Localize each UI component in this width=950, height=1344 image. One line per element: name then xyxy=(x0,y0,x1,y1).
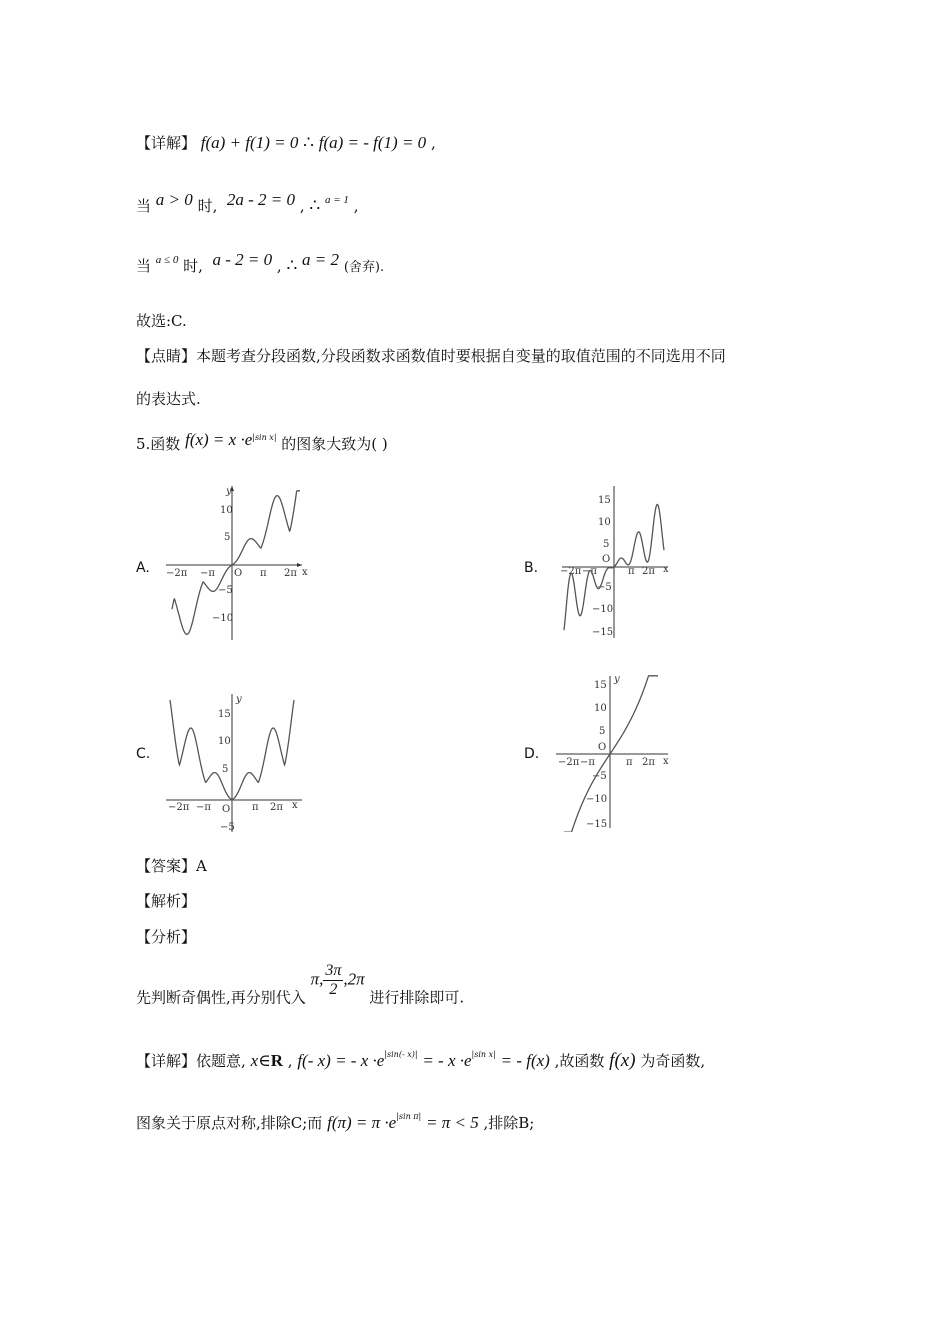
option-d-label: D. xyxy=(524,746,540,762)
tick-10: 10 xyxy=(218,736,231,747)
text: 为奇函数, xyxy=(640,1052,706,1070)
option-b-label: B. xyxy=(524,560,539,576)
case-line-a-nonpositive xyxy=(136,250,384,276)
origin-label: O xyxy=(602,554,611,565)
therefore-sign: ∴ xyxy=(303,133,314,152)
tick-10: 10 xyxy=(594,703,607,714)
text-shi: 时, xyxy=(183,257,203,275)
tick-m5: −5 xyxy=(218,585,233,596)
origin-label: O xyxy=(598,742,607,753)
detail-label: 【详解】依题意, xyxy=(136,1052,246,1070)
tick-m10: −10 xyxy=(212,613,234,624)
detail-line-1 xyxy=(136,132,436,153)
result: a = 1 xyxy=(324,194,349,206)
answer-line: 【答案】A xyxy=(136,857,207,875)
tick-5: 5 xyxy=(603,539,610,550)
detail-label: 【详解】 xyxy=(136,134,197,152)
value-2pi: ,2π xyxy=(343,969,365,989)
numerator: 3π xyxy=(325,962,342,979)
graph-d xyxy=(556,672,676,832)
therefore-sign: ∴ xyxy=(286,256,298,275)
function-formula: f(x) = x ·e xyxy=(185,430,253,449)
tick-pi: π xyxy=(628,566,635,577)
tick-pi: π xyxy=(626,757,633,768)
tick-15: 15 xyxy=(598,495,611,506)
tick-15: 15 xyxy=(594,680,607,691)
tick-m10: −10 xyxy=(586,794,608,805)
analysis-sentence-end: 进行排除即可. xyxy=(369,988,465,1007)
tick-negpi: −π xyxy=(582,566,597,577)
tick-2pi: 2π xyxy=(642,566,655,577)
formula: = - x ·e xyxy=(422,1051,472,1070)
text: 图象关于原点对称,排除C;而 xyxy=(136,1114,323,1132)
tick-neg2pi: −2π xyxy=(558,757,580,768)
tick-2pi: 2π xyxy=(284,568,297,579)
option-a-label: A. xyxy=(136,560,150,576)
detail-line-2 xyxy=(136,1050,705,1072)
tick-m15: −15 xyxy=(586,819,608,830)
x-label: x xyxy=(302,567,308,578)
curve-a xyxy=(172,491,300,635)
condition: a ≤ 0 xyxy=(155,254,179,266)
origin-label: O xyxy=(234,568,243,579)
equation: 2a - 2 = 0 xyxy=(226,190,296,209)
y-label: y xyxy=(226,486,232,497)
graph-a xyxy=(160,482,310,644)
set-r: R xyxy=(270,1051,283,1070)
equation: a - 2 = 0 xyxy=(212,250,273,269)
x-label: x xyxy=(663,756,669,767)
text: ,排除B; xyxy=(483,1114,535,1132)
analysis-sentence: 先判断奇偶性,再分别代入 xyxy=(136,988,306,1007)
tick-pi: π xyxy=(260,568,267,579)
tick-pi: π xyxy=(252,802,259,813)
tick-m10: −10 xyxy=(592,604,614,615)
tick-m5: −5 xyxy=(220,822,235,833)
question-number: 5.函数 xyxy=(136,435,181,453)
formula: f(x) xyxy=(609,1050,636,1071)
x-label: x xyxy=(663,564,669,575)
formula: f(- x) = - x ·e xyxy=(297,1051,385,1070)
text-shi: 时, xyxy=(197,197,218,215)
punct: , xyxy=(430,134,436,152)
x-label: x xyxy=(292,800,298,811)
tick-m5: −5 xyxy=(592,771,607,782)
exponent: |sin π| xyxy=(396,1112,422,1121)
text-dang: 当 xyxy=(136,197,152,215)
comment-line: 【点睛】本题考查分段函数,分段函数求函数值时要根据自变量的取值范围的不同选用不同 xyxy=(136,347,726,365)
choice-line: 故选:C. xyxy=(136,312,187,330)
formula: f(a) = - f(1) = 0 xyxy=(318,133,427,152)
therefore-sign: ∴ xyxy=(309,196,321,215)
graph-c xyxy=(160,690,310,836)
discard-note: (舍弃). xyxy=(343,260,385,275)
tick-negpi: −π xyxy=(580,757,595,768)
tick-10: 10 xyxy=(598,517,611,528)
tick-neg2pi: −2π xyxy=(166,568,188,579)
option-c-label: C. xyxy=(136,746,151,762)
punct: , xyxy=(276,257,282,275)
tick-negpi: −π xyxy=(196,802,211,813)
formula: f(π) = π ·e xyxy=(327,1113,397,1132)
tick-5: 5 xyxy=(224,532,231,543)
y-label: y xyxy=(614,674,620,685)
formula: = π < 5 xyxy=(426,1113,479,1132)
tick-2pi: 2π xyxy=(642,757,655,768)
analysis-sub-heading: 【分析】 xyxy=(136,928,197,946)
case-line-a-positive xyxy=(136,190,358,216)
text: ,故函数 xyxy=(554,1052,605,1070)
punct: , xyxy=(299,197,305,215)
y-label: y xyxy=(236,694,242,705)
tick-m15: −15 xyxy=(592,627,614,638)
tick-neg2pi: −2π xyxy=(168,802,190,813)
graph-b xyxy=(556,482,676,642)
detail-line-3 xyxy=(136,1112,534,1133)
formula: f(a) + f(1) = 0 xyxy=(200,133,299,152)
domain-x: x∈ xyxy=(250,1051,271,1070)
tick-5: 5 xyxy=(222,764,229,775)
analysis-heading: 【解析】 xyxy=(136,892,197,910)
tick-2pi: 2π xyxy=(270,802,283,813)
exponent: |sin(- x)| xyxy=(384,1050,418,1059)
exponent: |sin x| xyxy=(471,1050,496,1059)
tick-neg2pi: −2π xyxy=(560,566,582,577)
exponent: |sin x| xyxy=(252,433,277,442)
result: a = 2 xyxy=(302,250,340,269)
tick-5: 5 xyxy=(599,726,606,737)
tick-negpi: −π xyxy=(200,568,215,579)
origin-label: O xyxy=(222,804,231,815)
denominator: 2 xyxy=(329,981,338,998)
comment-line-cont: 的表达式. xyxy=(136,390,201,408)
condition: a > 0 xyxy=(155,190,193,209)
punct: , xyxy=(287,1052,293,1070)
fraction-3pi-2 xyxy=(323,962,343,999)
analysis-text xyxy=(136,962,464,1008)
value-pi: π, xyxy=(310,969,324,989)
text-dang: 当 xyxy=(136,257,152,275)
question-text: 的图象大致为( ) xyxy=(281,435,388,453)
formula: = - f(x) xyxy=(500,1051,550,1070)
tick-10: 10 xyxy=(220,505,233,516)
tick-m5: −5 xyxy=(597,582,612,593)
punct: , xyxy=(353,197,359,215)
question-5 xyxy=(136,430,388,454)
tick-15: 15 xyxy=(218,709,231,720)
